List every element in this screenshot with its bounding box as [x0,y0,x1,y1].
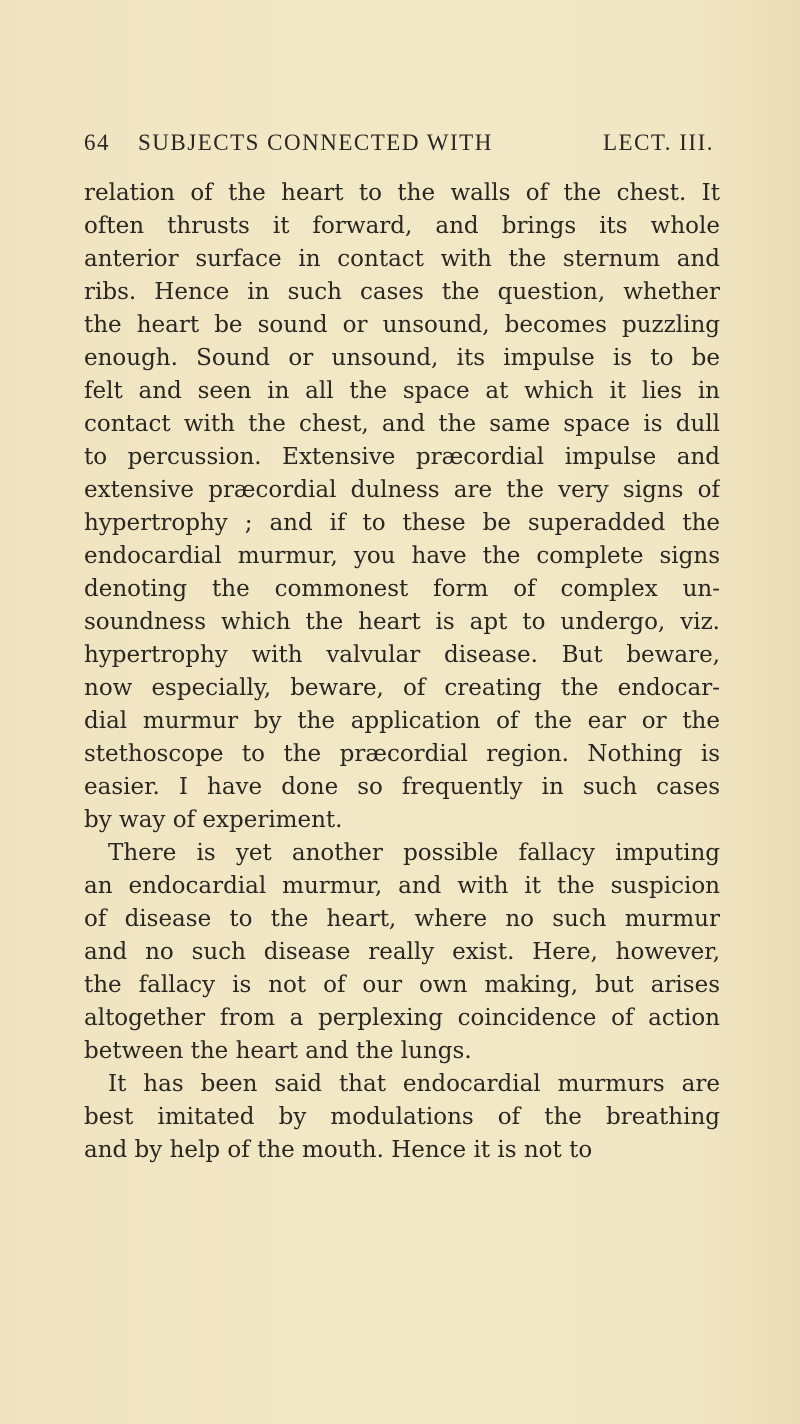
page-header [84,130,714,160]
text-line: denoting the commonest form of complex un- [84,576,720,602]
text-line: between the heart and the lungs. [84,1038,472,1064]
text-line: dial murmur by the application of the ear or the [84,708,720,734]
text-line: There is yet another possible fallacy imputing [108,840,720,866]
text-line: relation of the heart to the walls of the chest. It [84,180,720,206]
text-line: contact with the chest, and the same space is dull [84,411,720,437]
text-line: hypertrophy with valvular disease. But beware, [84,642,720,668]
text-line: stethoscope to the præcordial region. Nothing is [84,741,720,767]
page-number: 64 [84,130,110,155]
body-text [84,177,720,1167]
text-line: extensive præcordial dulness are the very signs of [84,477,720,503]
paragraph [84,1068,720,1167]
text-line: ribs. Hence in such cases the question, whether [84,279,720,305]
lecture-number: LECT. III. [602,130,714,155]
paragraph [84,177,720,837]
running-title-text: SUBJECTS CONNECTED WITH [138,130,493,155]
text-line: by way of experiment. [84,807,343,833]
text-line: hypertrophy ; and if to these be superadded the [84,510,720,536]
text-line: easier. I have done so frequently in such cases [84,774,720,800]
text-line: best imitated by modulations of the breathing [84,1104,720,1130]
text-line: the heart be sound or unsound, becomes puzzling [84,312,720,338]
running-title [138,130,714,156]
text-line: and no such disease really exist. Here, however, [84,939,720,965]
paragraph [84,837,720,1068]
text-line: anterior surface in contact with the sternum and [84,246,720,272]
text-line: felt and seen in all the space at which it lies in [84,378,720,404]
text-line: now especially, beware, of creating the endocar- [84,675,720,701]
text-line: the fallacy is not of our own making, but arises [84,972,720,998]
text-line: soundness which the heart is apt to undergo, viz. [84,609,720,635]
text-line: endocardial murmur, you have the complete signs [84,543,720,569]
text-line: and by help of the mouth. Hence it is not to [84,1137,593,1163]
text-line: of disease to the heart, where no such murmur [84,906,720,932]
text-line: an endocardial murmur, and with it the suspicion [84,873,720,899]
text-line: It has been said that endocardial murmurs are [108,1071,720,1097]
text-line: altogether from a perplexing coincidence of action [84,1005,720,1031]
text-line: often thrusts it forward, and brings its whole [84,213,720,239]
text-line: to percussion. Extensive præcordial impulse and [84,444,720,470]
text-line: enough. Sound or unsound, its impulse is to be [84,345,720,371]
